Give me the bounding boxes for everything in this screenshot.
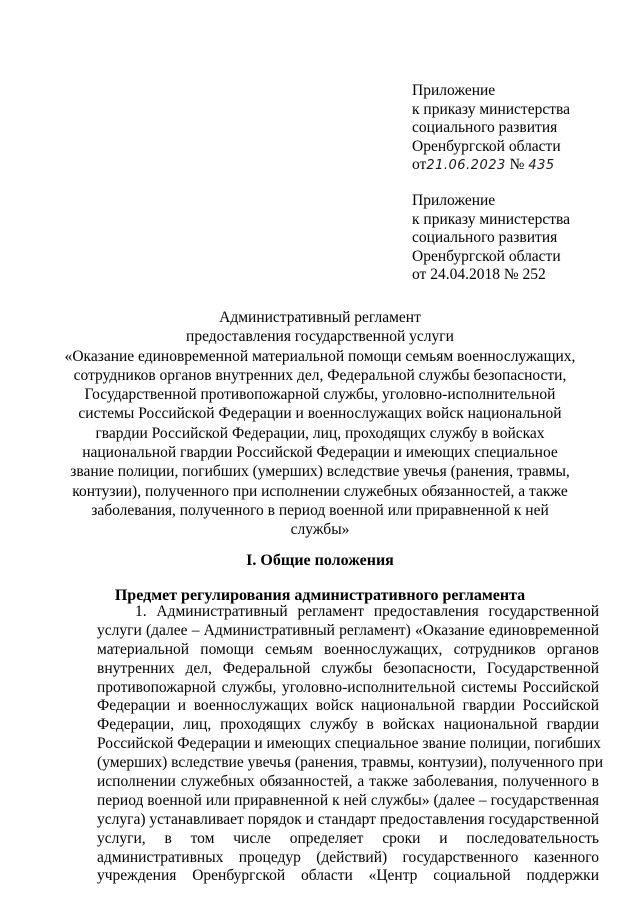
- annex-original-line: к приказу министерства: [412, 210, 570, 228]
- annex-current-line: Приложение: [412, 82, 496, 99]
- body-line: услуги, в том числе определяет сроки и последовательность: [97, 829, 599, 847]
- body-line: услуги (далее – Административный регламент) «Оказание единовременной: [97, 621, 599, 639]
- handwritten-date: 21.06.2023: [426, 158, 506, 173]
- body-line: учреждения Оренбургской области «Центр социальной поддержки: [97, 867, 599, 885]
- body-paragraph: [97, 603, 603, 886]
- body-line: Федерации и военнослужащих войск национальной гвардии Российской: [97, 697, 599, 715]
- body-line: услуга) устанавливает порядок и стандарт предоставления государственной: [97, 810, 600, 828]
- annex-current-block: [412, 82, 632, 176]
- date-prefix: от: [412, 156, 427, 173]
- number-prefix: №: [509, 156, 525, 173]
- body-line: внутренних дел, Федеральной службы безопасности, Государственной: [97, 659, 599, 677]
- document-title: [0, 308, 640, 540]
- body-line: Федерации, лиц, проходящих службу в войсках национальной гвардии: [97, 716, 599, 734]
- body-line: 1. Административный регламент предоставления государственной: [135, 603, 599, 620]
- annex-original-block: [412, 192, 632, 285]
- body-line: противопожарной службы, уголовно-исполнительной системы Российской: [97, 678, 599, 696]
- body-line: исполнении служебных обязанностей, а также заболевания, полученного в: [97, 773, 599, 791]
- annex-original-line: от 24.04.2018 № 252: [412, 266, 546, 283]
- body-line: материальной помощи семьям военнослужащих, сотрудников органов: [97, 640, 599, 658]
- title-line: системы Российской Федерации и военнослужащих войск национальной: [78, 405, 562, 423]
- annex-original-line: социального развития: [412, 229, 558, 246]
- body-line: период военной или приравненной к ней службы» (далее – государственная: [97, 791, 599, 809]
- annex-current-line: Оренбургской области: [412, 137, 561, 155]
- annex-current-line: к приказу министерства: [412, 100, 570, 118]
- title-line: национальной гвардии Российской Федерации и имеющих специальное: [82, 444, 558, 462]
- section-heading: I. Общие положения: [246, 552, 394, 569]
- section-subheading: Предмет регулирования административного регламента: [114, 587, 526, 604]
- title-line: службы»: [290, 521, 350, 539]
- body-line: (умерших) вследствие увечья (ранения, травмы, контузии), полученного при: [97, 754, 603, 772]
- body-line: административных процедур (действий) государственного казенного: [97, 848, 599, 866]
- handwritten-number: 435: [528, 158, 555, 173]
- annex-original-line: Оренбургской области: [412, 247, 561, 265]
- body-line: Российской Федерации и имеющих специальное звание полиции, погибших: [97, 735, 601, 753]
- title-line: Административный регламент: [219, 309, 421, 326]
- title-line: звание полиции, погибших (умерших) вследствие увечья (ранения, травмы,: [70, 463, 570, 481]
- title-line: Государственной противопожарной службы, уголовно-исполнительной: [84, 386, 556, 404]
- annex-current-line: социального развития: [412, 119, 558, 136]
- annex-current-date-line: [412, 156, 632, 176]
- title-line: гвардии Российской Федерации, лиц, проходящих службу в войсках: [95, 424, 545, 442]
- title-line: «Оказание единовременной материальной помощи семьям военнослужащих,: [64, 347, 576, 365]
- annex-original-line: Приложение: [412, 192, 496, 209]
- title-line: заболевания, полученного в период военной или приравненной к ней: [91, 501, 549, 519]
- title-line: предоставления государственной услуги: [186, 328, 454, 346]
- title-line: контузии), полученного при исполнении служебных обязанностей, а также: [72, 482, 568, 500]
- title-line: сотрудников органов внутренних дел, Федеральной службы безопасности,: [73, 366, 567, 384]
